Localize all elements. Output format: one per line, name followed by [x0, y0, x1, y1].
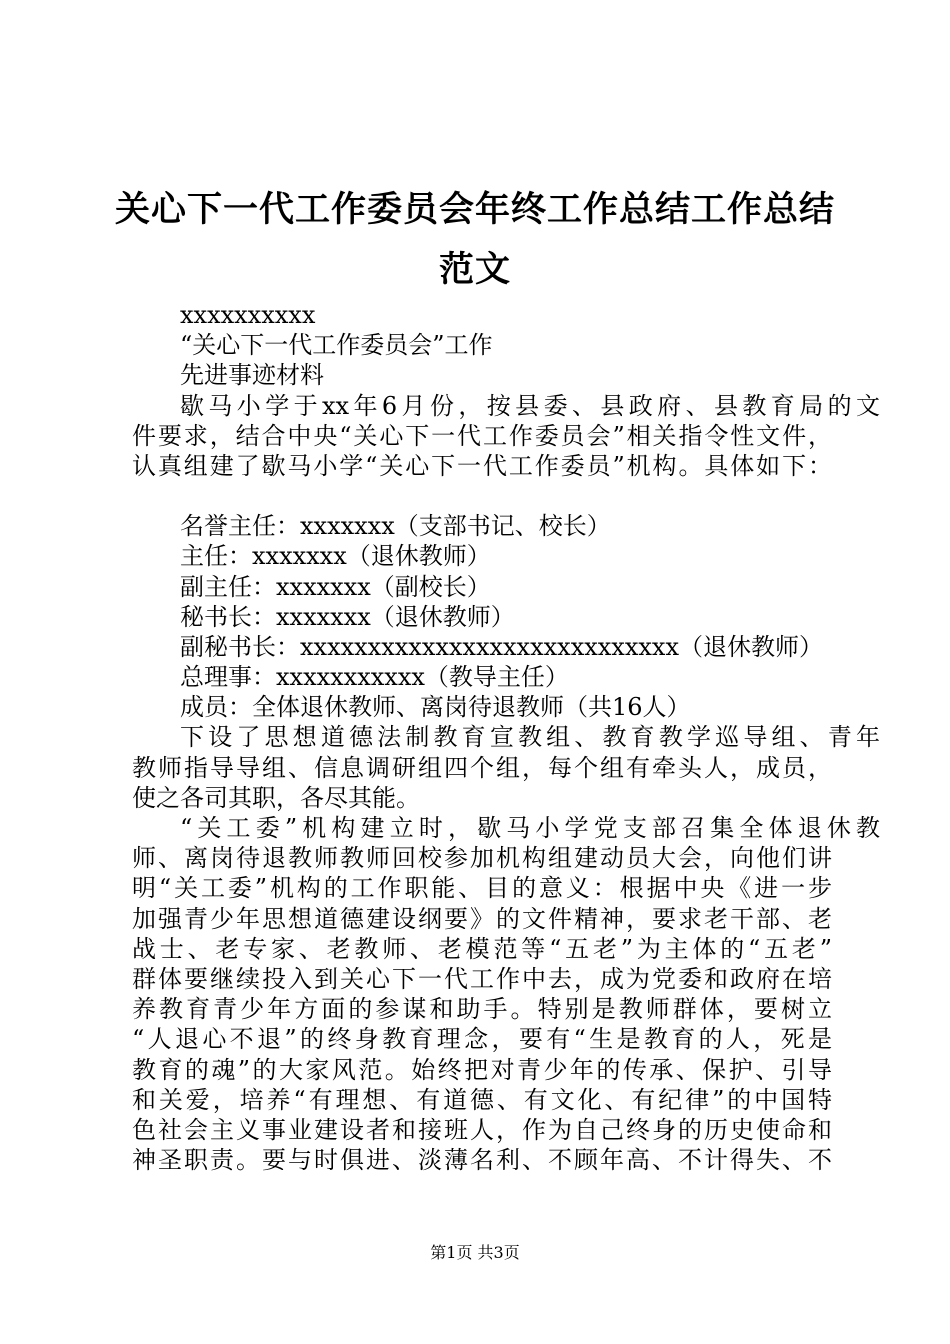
paragraph-2 — [132, 722, 880, 813]
role-item: 副秘书长：xxxxxxxxxxxxxxxxxxxxxxxxxxxx（退休教师） — [180, 632, 823, 661]
header-line: “关心下一代工作委员会”工作 — [180, 331, 493, 360]
paragraph-line: 师、离岗待退教师教师回校参加机构组建动员大会，向他们讲 — [132, 844, 832, 873]
paragraph-line: 歇马小学于xx年6月份，按县委、县政府、县教育局的文 — [180, 391, 880, 420]
document-title-line-1: 关心下一代工作委员会年终工作总结工作总结 — [114, 189, 835, 230]
paragraph-line: 色社会主义事业建设者和接班人，作为自己终身的历史使命和 — [132, 1115, 832, 1144]
page-footer: 第1页 共3页 — [430, 1243, 520, 1262]
paragraph-line: 加强青少年思想道德建设纲要》的文件精神，要求老干部、老 — [132, 904, 832, 933]
paragraph-line: “人退心不退”的终身教育理念，要有“生是教育的人，死是 — [132, 1025, 832, 1054]
paragraph-line: 战士、老专家、老教师、老模范等“五老”为主体的“五老” — [132, 934, 832, 963]
role-item: 名誉主任：xxxxxxx（支部书记、校长） — [180, 512, 611, 541]
paragraph-3 — [132, 813, 880, 1175]
role-item: 主任：xxxxxxx（退休教师） — [180, 542, 491, 571]
paragraph-line: 下设了思想道德法制教育宣教组、教育教学巡导组、青年 — [180, 723, 880, 752]
header-line: 先进事迹材料 — [180, 361, 324, 390]
paragraph-line: 神圣职责。要与时俱进、淡薄名利、不顾年高、不计得失、不 — [132, 1146, 832, 1175]
header-line: xxxxxxxxxx — [180, 301, 316, 329]
roles-list — [132, 511, 832, 722]
paragraph-line: “关工委”机构建立时，歇马小学党支部召集全体退休教 — [180, 814, 880, 842]
paragraph-line: 养教育青少年方面的参谋和助手。特别是教师群体，要树立 — [132, 995, 832, 1024]
document-body — [132, 300, 880, 1175]
blank-line — [132, 481, 832, 511]
paragraph-line: 使之各司其职，各尽其能。 — [132, 783, 420, 812]
role-item: 副主任：xxxxxxx（副校长） — [180, 572, 491, 601]
role-item: 总理事：xxxxxxxxxxx（教导主任） — [180, 663, 569, 692]
paragraph-line: 和关爱，培养“有理想、有道德、有文化、有纪律”的中国特 — [132, 1085, 832, 1114]
paragraph-line: 件要求，结合中央“关心下一代工作委员会”相关指令性文件， — [132, 421, 832, 450]
paragraph-1 — [132, 391, 880, 482]
paragraph-line: 群体要继续投入到关心下一代工作中去，成为党委和政府在培 — [132, 964, 832, 993]
paragraph-line: 教师指导导组、信息调研组四个组，每个组有牵头人，成员， — [132, 753, 832, 782]
role-item: 秘书长：xxxxxxx（退休教师） — [180, 602, 515, 631]
paragraph-line: 认真组建了歇马小学“关心下一代工作委员”机构。具体如下： — [132, 451, 832, 480]
document-title-line-2: 范文 — [438, 249, 511, 290]
paragraph-line: 教育的魂”的大家风范。始终把对青少年的传承、保护、引导 — [132, 1055, 832, 1084]
paragraph-line: 明“关工委”机构的工作职能、目的意义：根据中央《进一步 — [132, 874, 832, 903]
role-item: 成员：全体退休教师、离岗待退教师（共16人） — [180, 693, 691, 722]
